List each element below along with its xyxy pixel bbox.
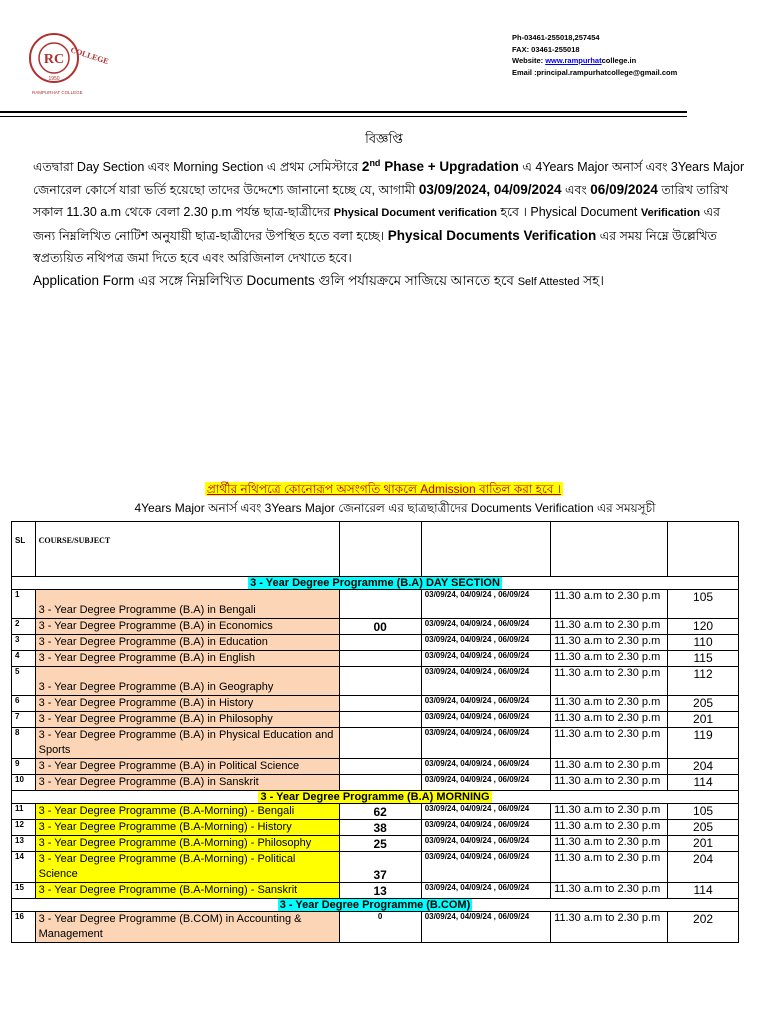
section-cell: [12, 577, 739, 590]
course-cell: 3 - Year Degree Programme (B.A) in Political Science: [35, 759, 339, 775]
text: 03/09/2024, 04/09/2024: [418, 181, 562, 197]
course-cell: 3 - Year Degree Programme (B.A-Morning) - Philosophy: [35, 836, 339, 852]
room-cell: 115: [668, 651, 739, 667]
date-cell: 03/09/24, 04/09/24 , 06/09/24: [421, 836, 550, 852]
text: এতদ্বারা Day Section এবং Morning Section এ প্রথম সেমিস্টারে: [33, 160, 362, 175]
contact-block: [512, 32, 677, 78]
count-cell: [339, 712, 421, 728]
website-label: Website:: [512, 56, 546, 65]
sl-cell: 16: [12, 912, 36, 943]
section-title: 3 - Year Degree Programme (B.A) MORNING: [260, 791, 490, 803]
header-blank: [421, 522, 550, 577]
room-cell: 205: [668, 820, 739, 836]
header-blank: [551, 522, 668, 577]
date-cell: 03/09/24, 04/09/24 , 06/09/24: [421, 852, 550, 883]
course-cell: 3 - Year Degree Programme (B.A) in Philosophy: [35, 712, 339, 728]
time-cell: 11.30 a.m to 2.30 p.m: [551, 712, 668, 728]
text: Self Attested: [517, 275, 580, 288]
text: এবং: [561, 182, 591, 197]
table-row: [12, 619, 739, 635]
date-cell: 03/09/24, 04/09/24 , 06/09/24: [421, 619, 550, 635]
room-cell: 112: [668, 667, 739, 696]
table-row: [12, 820, 739, 836]
course-cell: 3 - Year Degree Programme (B.A) in Bengali: [35, 590, 339, 619]
table-row: [12, 635, 739, 651]
count-cell: 62: [339, 804, 421, 820]
room-cell: 204: [668, 759, 739, 775]
table-row: [12, 667, 739, 696]
text: সকাল 11.30 a.m থেকে বেলা 2.30 p.m পর্যন্ত ছাত্র-ছাত্রীদের: [33, 205, 334, 220]
website-suffix: college.in: [601, 56, 637, 65]
date-cell: 03/09/24, 04/09/24 , 06/09/24: [421, 590, 550, 619]
warning-line: [0, 481, 768, 501]
course-cell: 3 - Year Degree Programme (B.A) in English: [35, 651, 339, 667]
time-cell: 11.30 a.m to 2.30 p.m: [551, 619, 668, 635]
room-cell: 120: [668, 619, 739, 635]
text: জেনারেল কোর্সে যারা ভর্তি হয়েছো তাদের উদ্দেশ্যে জানানো হচ্ছে যে, আগামী: [33, 182, 419, 197]
course-cell: 3 - Year Degree Programme (B.A-Morning) - History: [35, 820, 339, 836]
schedule-subtitle: 4Years Major অনার্স এবং 3Years Major জেনারেল এর ছাত্রছাত্রীদের Documents Verification এর সময়সূচী: [134, 501, 656, 515]
course-cell: 3 - Year Degree Programme (B.A) in Economics: [35, 619, 339, 635]
room-cell: 114: [668, 883, 739, 899]
email-text: Email :principal.rampurhatcollege@gmail.com: [512, 67, 678, 77]
sl-cell: 14: [12, 852, 36, 883]
table-row: [12, 883, 739, 899]
notice-line-4: [33, 225, 733, 248]
sl-cell: 3: [12, 635, 36, 651]
course-cell: 3 - Year Degree Programme (B.COM) in Accounting & Management: [35, 912, 339, 943]
notice-line-3: [33, 201, 733, 225]
time-cell: 11.30 a.m to 2.30 p.m: [551, 651, 668, 667]
count-cell: [339, 696, 421, 712]
time-cell: 11.30 a.m to 2.30 p.m: [551, 883, 668, 899]
date-cell: 03/09/24, 04/09/24 , 06/09/24: [421, 912, 550, 943]
sl-cell: 9: [12, 759, 36, 775]
text: Verification: [640, 207, 701, 220]
sl-cell: 12: [12, 820, 36, 836]
notice-line-2: [33, 179, 733, 202]
table-row: [12, 912, 739, 943]
notice-title: বিজ্ঞপ্তি: [365, 131, 403, 146]
time-cell: 11.30 a.m to 2.30 p.m: [551, 804, 668, 820]
svg-text:RAMPURHAT COLLEGE: RAMPURHAT COLLEGE: [32, 90, 83, 95]
count-cell: [339, 651, 421, 667]
sl-cell: 10: [12, 775, 36, 791]
time-cell: 11.30 a.m to 2.30 p.m: [551, 912, 668, 943]
course-cell: 3 - Year Degree Programme (B.A) in Geography: [35, 667, 339, 696]
table-row: [12, 728, 739, 759]
room-cell: 105: [668, 590, 739, 619]
course-cell: 3 - Year Degree Programme (B.A-Morning) - Sanskrit: [35, 883, 339, 899]
text: Physical Document verification: [333, 207, 497, 220]
schedule-table: [11, 521, 739, 943]
date-cell: 03/09/24, 04/09/24 , 06/09/24: [421, 759, 550, 775]
room-cell: 114: [668, 775, 739, 791]
time-cell: 11.30 a.m to 2.30 p.m: [551, 728, 668, 759]
header-rule: [0, 111, 687, 113]
sl-cell: 5: [12, 667, 36, 696]
header-blank: [668, 522, 739, 577]
sl-cell: 15: [12, 883, 36, 899]
room-cell: 205: [668, 696, 739, 712]
course-cell: 3 - Year Degree Programme (B.A) in Physical Education and Sports: [35, 728, 339, 759]
section-cell: [12, 899, 739, 912]
count-cell: [339, 775, 421, 791]
text: Phase + Upgradation: [380, 159, 519, 175]
count-cell: [339, 667, 421, 696]
text: এ 4Years Major অনার্স এবং 3Years Major: [518, 160, 745, 175]
date-cell: 03/09/24, 04/09/24 , 06/09/24: [421, 696, 550, 712]
text: তারিখ তারিখ: [657, 182, 729, 197]
section-title: 3 - Year Degree Programme (B.A) DAY SECTION: [250, 577, 500, 589]
college-logo: [26, 30, 130, 102]
count-cell: [339, 635, 421, 651]
table-row: [12, 590, 739, 619]
course-cell: 3 - Year Degree Programme (B.A) in Sanskrit: [35, 775, 339, 791]
time-cell: 11.30 a.m to 2.30 p.m: [551, 775, 668, 791]
date-cell: 03/09/24, 04/09/24 , 06/09/24: [421, 775, 550, 791]
notice-line-1: [33, 152, 745, 179]
table-header-row: [12, 522, 739, 577]
count-cell: 0: [339, 912, 421, 943]
time-cell: 11.30 a.m to 2.30 p.m: [551, 759, 668, 775]
course-cell: 3 - Year Degree Programme (B.A-Morning) - Bengali: [35, 804, 339, 820]
count-cell: [339, 759, 421, 775]
time-cell: 11.30 a.m to 2.30 p.m: [551, 852, 668, 883]
text: জন্য নিম্নলিখিত নোটিশ অনুযায়ী ছাত্র-ছাত্রীদের উপস্থিত হতে বলা হচ্ছে।: [33, 228, 388, 243]
time-cell: 11.30 a.m to 2.30 p.m: [551, 836, 668, 852]
date-cell: 03/09/24, 04/09/24 , 06/09/24: [421, 883, 550, 899]
count-cell: 25: [339, 836, 421, 852]
time-cell: 11.30 a.m to 2.30 p.m: [551, 820, 668, 836]
section-row: [12, 791, 739, 804]
time-cell: 11.30 a.m to 2.30 p.m: [551, 667, 668, 696]
sl-cell: 11: [12, 804, 36, 820]
svg-text:RC: RC: [43, 52, 65, 67]
text: Physical Documents Verification: [387, 227, 597, 243]
sl-cell: 2: [12, 619, 36, 635]
sl-cell: 7: [12, 712, 36, 728]
room-cell: 105: [668, 804, 739, 820]
header-blank: [339, 522, 421, 577]
table-row: [12, 712, 739, 728]
header-course: COURSE/SUBJECT: [35, 522, 339, 577]
notice-line-5: স্বপ্রত্যয়িত নথিপত্র জমা দিতে হবে এবং অরিজিনাল দেখাতে হবে।: [33, 251, 352, 266]
sl-cell: 1: [12, 590, 36, 619]
time-cell: 11.30 a.m to 2.30 p.m: [551, 590, 668, 619]
date-cell: 03/09/24, 04/09/24 , 06/09/24: [421, 712, 550, 728]
text: 2: [361, 159, 370, 175]
text: 06/09/2024: [590, 181, 658, 197]
course-cell: 3 - Year Degree Programme (B.A) in Education: [35, 635, 339, 651]
text: Application Form এর সঙ্গে নিম্নলিখিত Documents গুলি পর্যায়ক্রমে সাজিয়ে আনতে হবে: [33, 272, 518, 288]
warning-text: প্রার্থীর নথিপত্রে কোনোরূপ অসংগতি থাকলে Admission বাতিল করা হবে ।: [206, 482, 562, 496]
date-cell: 03/09/24, 04/09/24 , 06/09/24: [421, 728, 550, 759]
sl-cell: 8: [12, 728, 36, 759]
phone-text: Ph-03461-255018,257454: [512, 33, 600, 42]
header-sl: SL: [12, 522, 36, 577]
time-cell: 11.30 a.m to 2.30 p.m: [551, 696, 668, 712]
course-cell: 3 - Year Degree Programme (B.A) in History: [35, 696, 339, 712]
table-row: [12, 836, 739, 852]
count-cell: [339, 590, 421, 619]
count-cell: 38: [339, 820, 421, 836]
table-row: [12, 651, 739, 667]
text: nd: [369, 158, 381, 168]
count-cell: [339, 728, 421, 759]
text: এর সময় নিম্নে উল্লেখিত: [596, 228, 717, 243]
date-cell: 03/09/24, 04/09/24 , 06/09/24: [421, 820, 550, 836]
room-cell: 202: [668, 912, 739, 943]
count-cell: 13: [339, 883, 421, 899]
date-cell: 03/09/24, 04/09/24 , 06/09/24: [421, 635, 550, 651]
date-cell: 03/09/24, 04/09/24 , 06/09/24: [421, 651, 550, 667]
section-cell: [12, 791, 739, 804]
room-cell: 201: [668, 712, 739, 728]
table-row: [12, 852, 739, 883]
room-cell: 204: [668, 852, 739, 883]
count-cell: 37: [339, 852, 421, 883]
count-cell: 00: [339, 619, 421, 635]
text: হবে । Physical Document: [496, 205, 641, 220]
table-row: [12, 696, 739, 712]
time-cell: 11.30 a.m to 2.30 p.m: [551, 635, 668, 651]
room-cell: 110: [668, 635, 739, 651]
room-cell: 201: [668, 836, 739, 852]
text: সহ।: [579, 272, 605, 288]
date-cell: 03/09/24, 04/09/24 , 06/09/24: [421, 804, 550, 820]
section-row: [12, 899, 739, 912]
svg-text:COLLEGE: COLLEGE: [69, 45, 110, 67]
notice-line-6: [33, 270, 733, 294]
sl-cell: 4: [12, 651, 36, 667]
section-title: 3 - Year Degree Programme (B.COM): [279, 899, 471, 911]
text: এর: [700, 205, 721, 220]
date-cell: 03/09/24, 04/09/24 , 06/09/24: [421, 667, 550, 696]
header-rule-thin: [0, 116, 687, 117]
svg-text:1950: 1950: [48, 76, 60, 82]
table-row: [12, 804, 739, 820]
section-row: [12, 577, 739, 590]
sl-cell: 6: [12, 696, 36, 712]
website-line: [512, 55, 677, 67]
table-row: [12, 759, 739, 775]
room-cell: 119: [668, 728, 739, 759]
table-row: [12, 775, 739, 791]
notice-body: [33, 152, 745, 293]
fax-text: FAX: 03461-255018: [512, 44, 580, 54]
website-link[interactable]: www.rampurhat: [545, 56, 602, 65]
course-cell: 3 - Year Degree Programme (B.A-Morning) - Political Science: [35, 852, 339, 883]
sl-cell: 13: [12, 836, 36, 852]
